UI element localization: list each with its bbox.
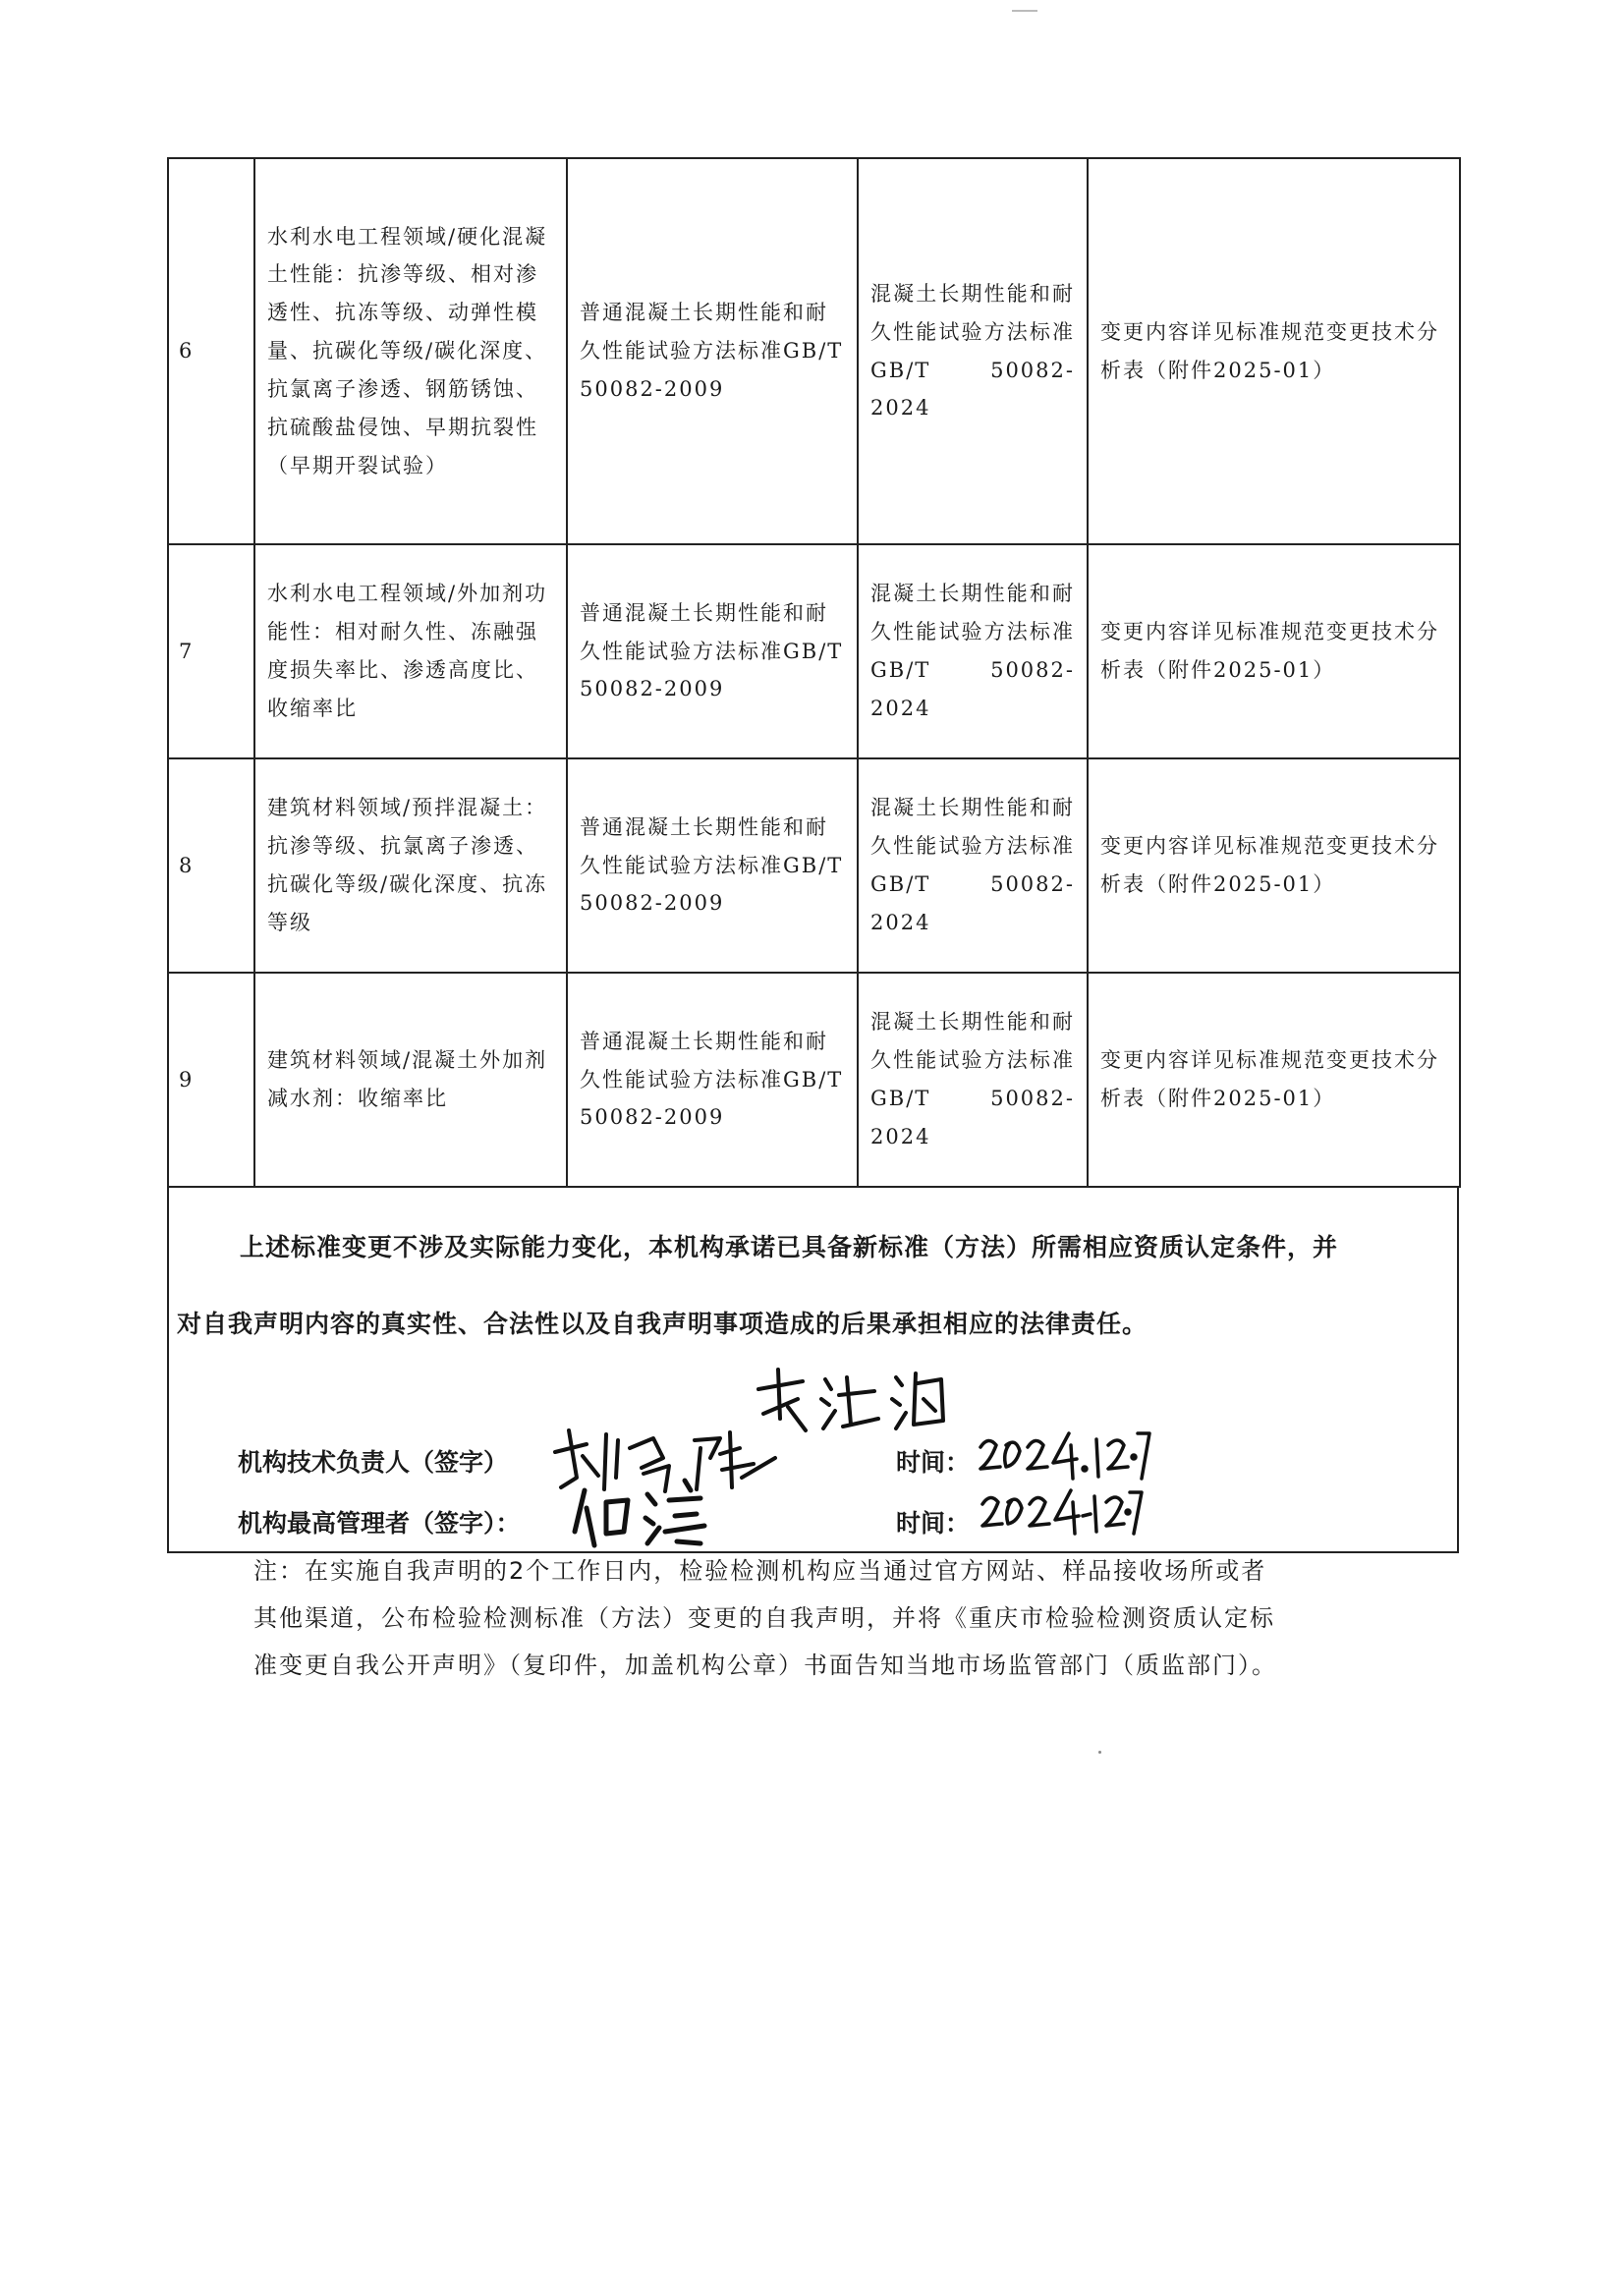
table-row [168,158,1460,544]
signature-date-1 [975,1424,1151,1483]
note-text [253,1547,1383,1689]
standards-change-table [167,157,1459,1553]
test-item: 建筑材料领域/预拌混凝土：抗渗等级、抗氯离子渗透、抗碳化等级/碳化深度、抗冻等级 [254,758,567,973]
test-item: 水利水电工程领域/外加剂功能性：相对耐久性、冻融强度损失率比、渗透高度比、收缩率比 [254,544,567,758]
note-line-2: 其他渠道，公布检验检测标准（方法）变更的自我声明，并将《重庆市检验检测资质认定标 [253,1604,1275,1632]
test-item: 建筑材料领域/混凝土外加剂减水剂：收缩率比 [254,973,567,1187]
change-table [167,157,1461,1188]
declaration-box [167,1188,1459,1553]
row-number: 7 [168,544,254,758]
note-line-1: 注：在实施自我声明的2个工作日内，检验检测机构应当通过官方网站、样品接收场所或者 [253,1557,1267,1585]
declaration-line-2: 对自我声明内容的真实性、合法性以及自我声明事项造成的后果承担相应的法律责任。 [177,1310,1148,1338]
row-number: 8 [168,758,254,973]
table-row [168,544,1460,758]
new-standard: 混凝土长期性能和耐久性能试验方法标准 GB/T 50082-2024 [858,544,1088,758]
change-remark: 变更内容详见标准规范变更技术分析表（附件2025-01） [1088,758,1460,973]
new-standard: 混凝土长期性能和耐久性能试验方法标准 GB/T 50082-2024 [858,973,1088,1187]
old-standard: 普通混凝土长期性能和耐久性能试验方法标准GB/T 50082-2009 [567,544,858,758]
scan-mark [1012,10,1037,12]
row-number: 6 [168,158,254,544]
manager-signer-label: 机构最高管理者（签字）： [238,1509,521,1538]
change-remark: 变更内容详见标准规范变更技术分析表（附件2025-01） [1088,158,1460,544]
change-remark: 变更内容详见标准规范变更技术分析表（附件2025-01） [1088,544,1460,758]
row-number: 9 [168,973,254,1187]
test-item: 水利水电工程领域/硬化混凝土性能：抗渗等级、相对渗透性、抗冻等级、动弹性模量、抗碳化等级/碳化深度、抗氯离子渗透、钢筋锈蚀、抗硫酸盐侵蚀、早期抗裂性（早期开裂试验） [254,158,567,544]
declaration-line-1: 上述标准变更不涉及实际能力变化，本机构承诺已具备新标准（方法）所需相应资质认定条件，并 [240,1233,1339,1261]
signature-date-2 [977,1483,1144,1541]
change-remark: 变更内容详见标准规范变更技术分析表（附件2025-01） [1088,973,1460,1187]
old-standard: 普通混凝土长期性能和耐久性能试验方法标准GB/T 50082-2009 [567,158,858,544]
signature-manager [567,1473,714,1551]
scan-dot [1098,1751,1101,1754]
table-row [168,973,1460,1187]
new-standard: 混凝土长期性能和耐久性能试验方法标准 GB/T 50082-2024 [858,158,1088,544]
time-label-1: 时间： [896,1448,971,1477]
old-standard: 普通混凝土长期性能和耐久性能试验方法标准GB/T 50082-2009 [567,973,858,1187]
tech-signer-label: 机构技术负责人（签字） [238,1448,509,1477]
time-label-2: 时间： [896,1509,971,1538]
declaration-text [177,1209,1447,1363]
old-standard: 普通混凝土长期性能和耐久性能试验方法标准GB/T 50082-2009 [567,758,858,973]
note-line-3: 准变更自我公开声明》（复印件，加盖机构公章）书面告知当地市场监管部门（质监部门）。 [253,1651,1277,1679]
table-row [168,758,1460,973]
new-standard: 混凝土长期性能和耐久性能试验方法标准 GB/T 50082-2024 [858,758,1088,973]
